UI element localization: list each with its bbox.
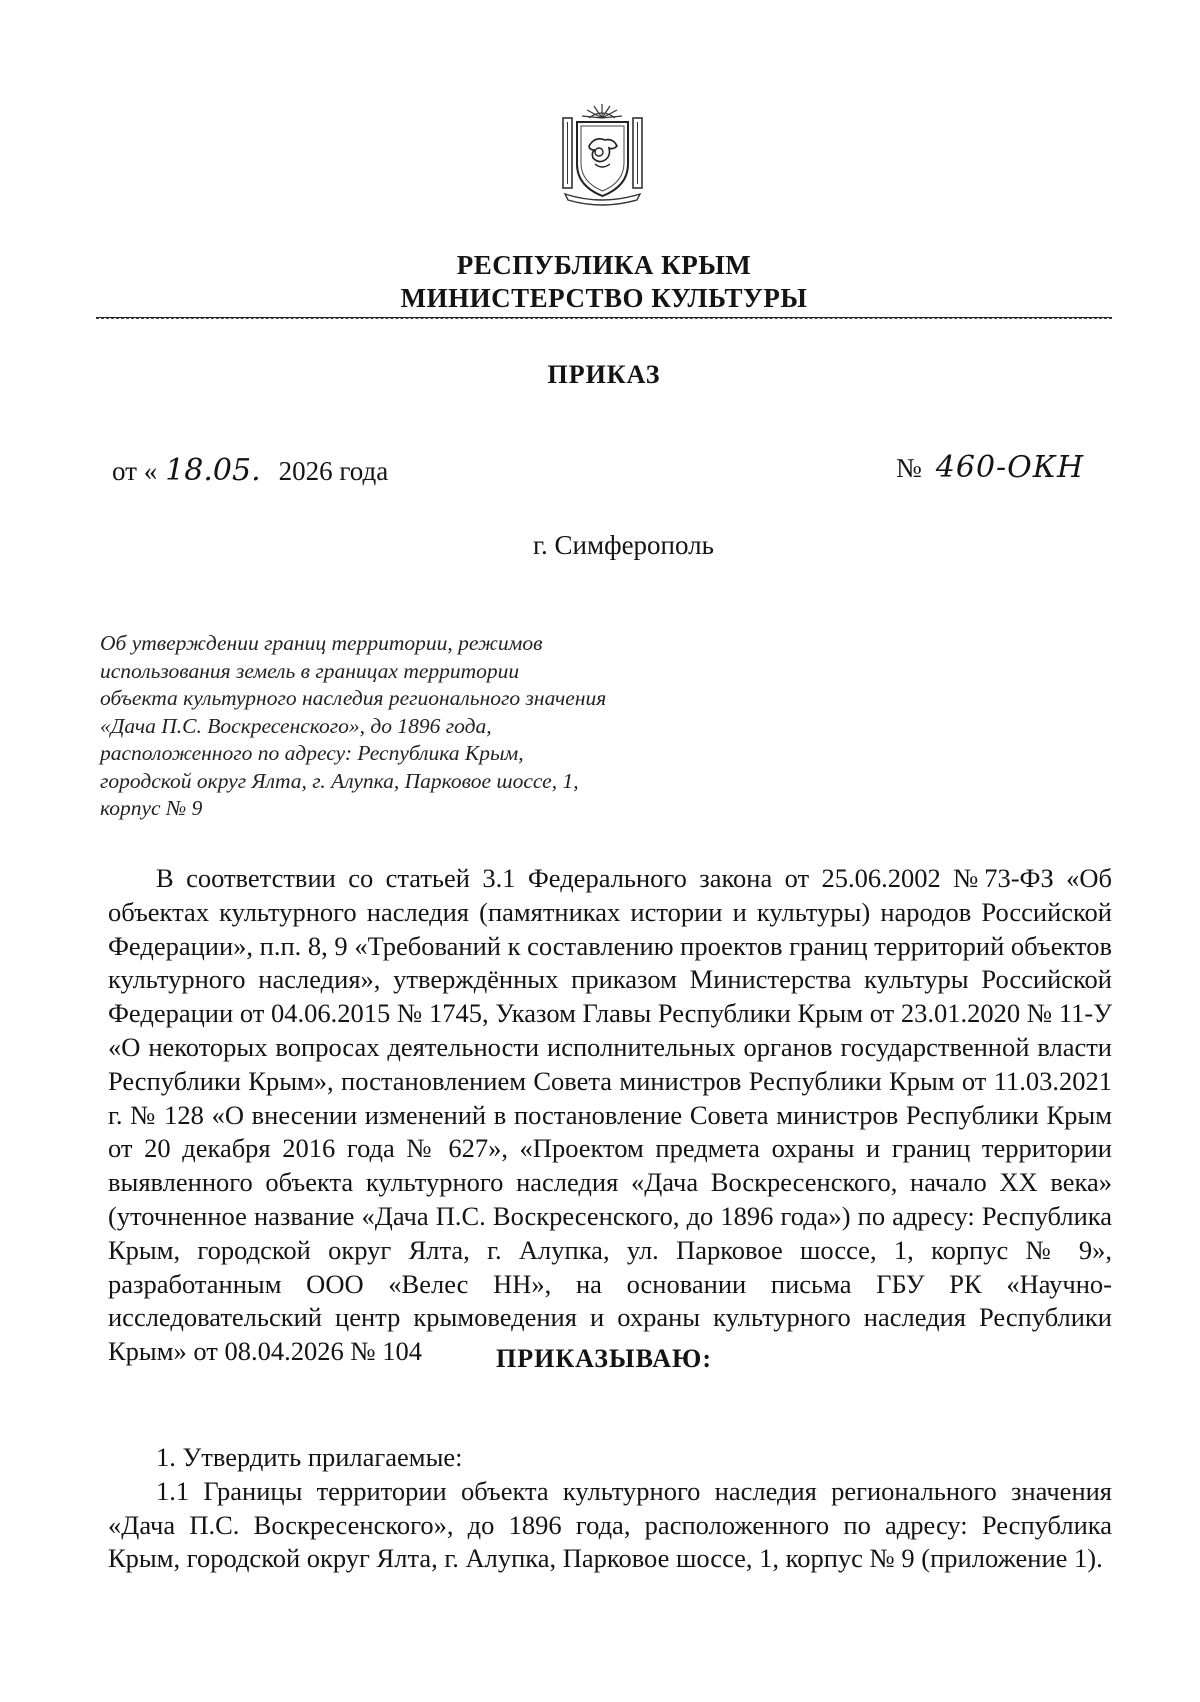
subject-line: Об утверждении границ территории, режимов	[100, 631, 543, 655]
subject-line: корпус № 9	[100, 796, 203, 820]
crimea-coat-of-arms-icon	[555, 98, 650, 208]
preamble-paragraph: В соответствии со статьей 3.1 Федерального закона от 25.06.2002 №73-ФЗ «Об объектах культурного наследия (памятниках истории и культуры) народов Российской Федерации», п.п. 8, 9 «Требований к составлению проектов границ территорий объектов культурного наследия», утверждённых приказом Министерства культуры Российской Федерации от 04.06.2015 № 1745, Указом Главы Республики Крым от 23.01.2020 № 11-У «О некоторых вопросах деятельности исполнительных органов государственной власти Республики Крым», постановлением Совета министров Республики Крым от 11.03.2021 г. № 128 «О внесении изменений в постановление Совета министров Республики Крым от 20 декабря 2016 года № 627», «Проектом предмета охраны и границ территории выявленного объекта культурного наследия «Дача Воскресенского, начало XX века» (уточненное название «Дача П.С. Воскресенского, до 1896 года») по адресу: Республика Крым, городской округ Ялта, г. Алупка, ул. Парковое шоссе, 1, корпус № 9», разработанным ООО «Велес НН», на основании письма ГБУ РК «Научно-исследовательский центр крымоведения и охраны культурного наследия Республики Крым» от 08.04.2026 № 104	[108, 863, 1112, 1367]
order-item: 1.1 Границы территории объекта культурного наследия регионального значения «Дача П.С. Воскресенского», до 1896 года, расположенного по адресу: Республика Крым, городской округ Ялта, г. Алупка, Парковое шоссе, 1, корпус № 9 (приложение 1).	[108, 1475, 1112, 1574]
subject-line: расположенного по адресу: Республика Крым,	[100, 741, 524, 765]
order-subject	[100, 630, 700, 823]
order-date	[112, 453, 388, 488]
subject-line: городской округ Ялта, г. Алупка, Парковое шоссе, 1,	[100, 768, 579, 793]
subject-line: использования земель в границах территории	[100, 658, 520, 683]
republic-name: РЕСПУБЛИКА КРЫМ	[456, 250, 752, 280]
date-prefix: от «	[112, 456, 158, 486]
order-items	[108, 1441, 1112, 1576]
preamble	[108, 862, 1112, 1369]
document-type: ПРИКАЗ	[547, 360, 661, 389]
handwritten-number: 460-ОКН	[935, 450, 1085, 485]
order-heading: ПРИКАЗЫВАЮ:	[496, 1344, 712, 1373]
handwritten-date: 18.05.	[165, 453, 261, 488]
subject-line: объекта культурного наследия регионального значения	[100, 686, 607, 710]
subject-line: «Дача П.С. Воскресенского», до 1896 года,	[100, 713, 492, 738]
ministry-name: МИНИСТЕРСТВО КУЛЬТУРЫ	[400, 283, 808, 313]
number-prefix: №	[896, 453, 922, 483]
city-name: г. Симферополь	[533, 530, 714, 560]
order-item: 1. Утвердить прилагаемые:	[156, 1442, 463, 1472]
date-year: 2026 года	[278, 456, 389, 486]
order-number	[896, 450, 1084, 485]
header-divider	[96, 317, 1112, 319]
